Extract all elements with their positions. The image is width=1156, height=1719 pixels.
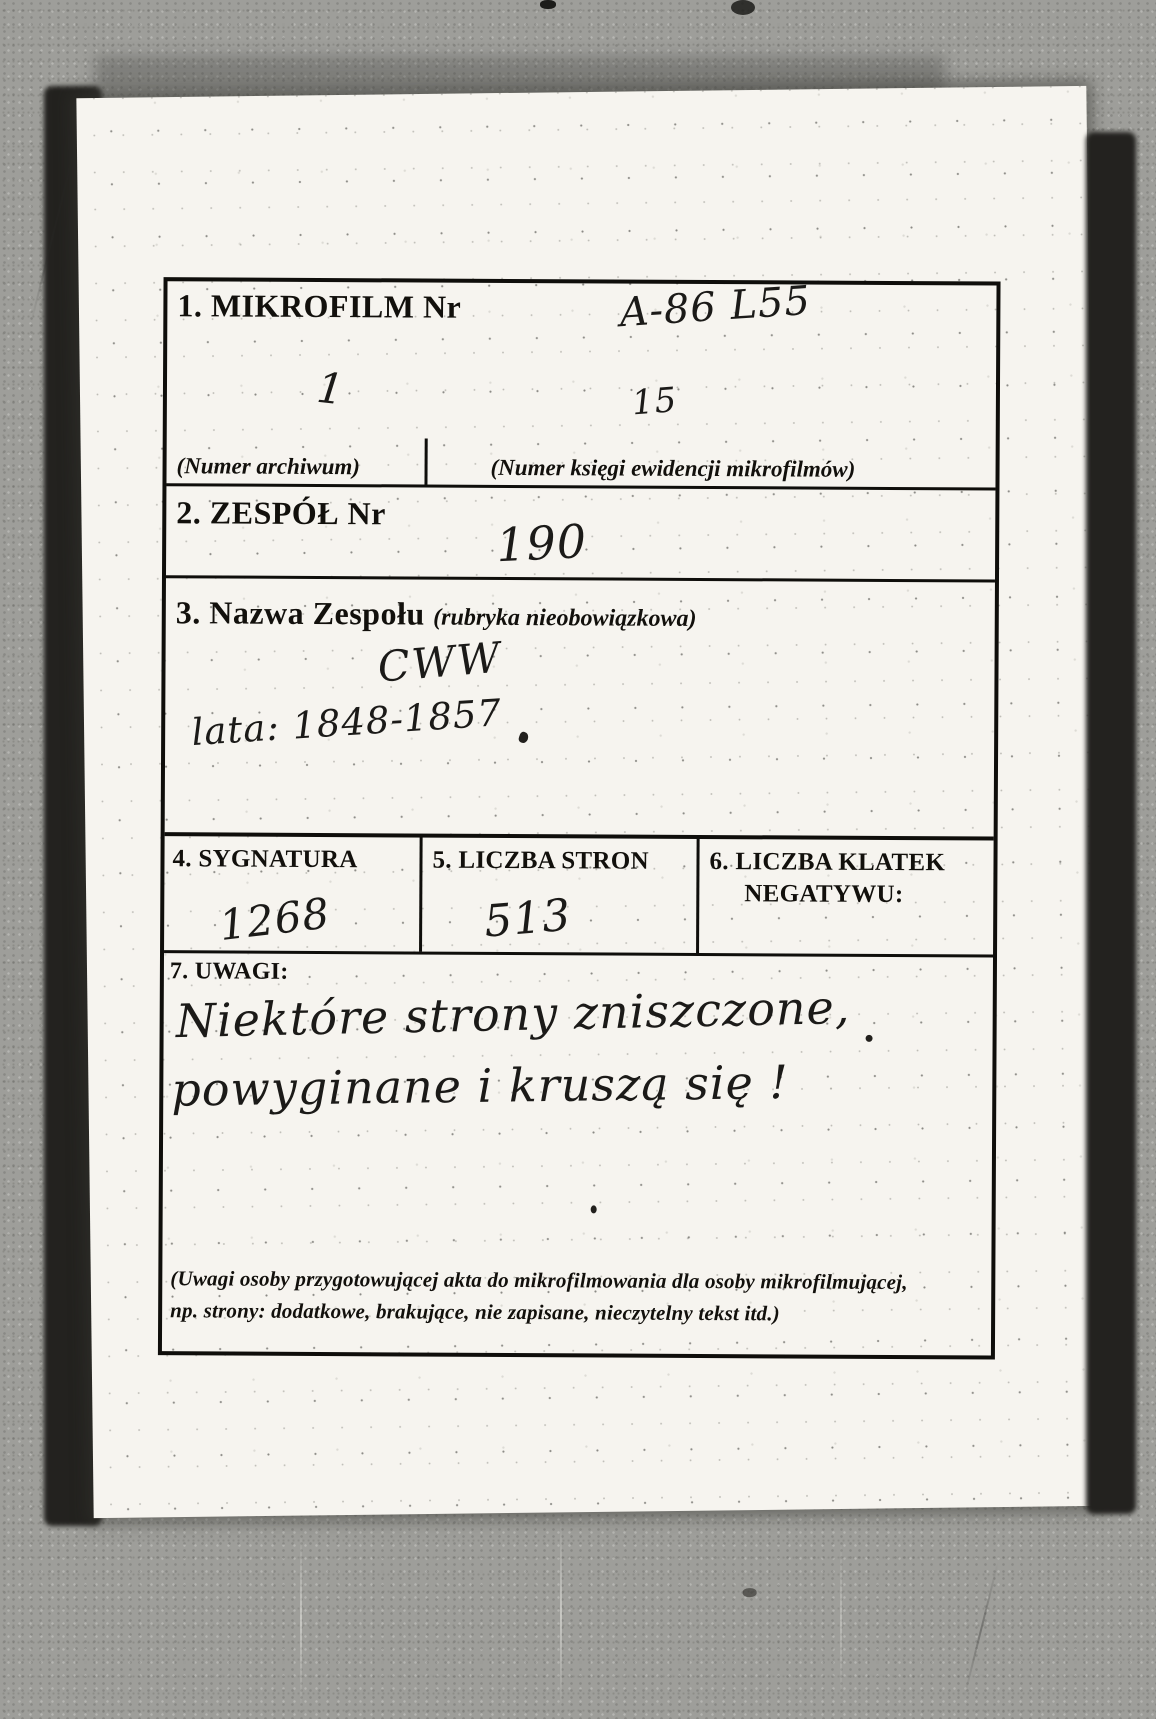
column-divider [419,838,423,952]
section3-label: 3. Nazwa Zespołu [175,594,425,632]
film-scratch [840,1540,842,1700]
column-divider [696,839,700,953]
section6-label-line2: NEGATYWU: [744,880,904,909]
ink-dot [591,1205,597,1213]
film-band-right [1086,132,1136,1514]
footnote [170,1263,908,1330]
zespol-nr-handwritten: 190 [494,514,589,573]
lata-handwritten: lata: 1848-1857 [190,691,504,755]
section1-label: 1. MIKROFILM Nr [177,287,462,325]
paper-smudge [743,1588,757,1597]
ink-dot [866,1035,873,1042]
uwagi-handwritten-line2: powyginane i kruszą się ! [171,1055,790,1117]
paper-sheet [76,86,1103,1518]
numer-ksiegi-handwritten: 15 [630,379,679,424]
numer-ksiegi-label: (Numer księgi ewidencji mikrofilmów) [490,454,856,482]
uwagi-handwritten-line1: Niektóre strony zniszczone, [175,979,851,1049]
form-table [158,277,1001,1359]
section-mikrofilm [166,277,996,490]
film-scratch [963,1562,999,1698]
mikrofilm-nr-handwritten: A-86 L55 [618,277,813,337]
section-zespol [166,486,995,582]
section2-label: 2. ZESPÓŁ Nr [176,494,386,532]
section-uwagi [162,953,993,1347]
nazwa-zespolu-handwritten: CWW [375,632,504,692]
ink-mark [518,731,530,744]
section4-label: 4. SYGNATURA [172,845,358,874]
section7-label: 7. UWAGI: [169,958,289,985]
section5-label: 5. LICZBA STRON [432,846,649,875]
film-scratch [560,1520,562,1710]
film-speck [731,0,755,15]
film-scratch [300,1530,302,1710]
section6-label-line1: 6. LICZBA KLATEK [709,848,946,877]
section-nazwa-zespolu [165,578,995,840]
section-sygnatura-strony-klatki [164,836,994,957]
footnote-line1: (Uwagi osoby przygotowującej akta do mikrofilmowania dla osoby mikrofilmującej, [170,1266,908,1295]
liczba-stron-handwritten: 513 [482,889,574,948]
section3-label-note: (rubryka nieobowiązkowa) [433,604,697,632]
numer-archiwum-label: (Numer archiwum) [176,453,361,480]
footnote-line2: np. strony: dodatkowe, brakujące, nie zapisane, nieczytelny tekst itd.) [170,1297,780,1325]
film-speck [540,0,556,9]
numer-archiwum-handwritten: 1 [314,362,348,415]
sublabel-divider [424,439,427,485]
sygnatura-handwritten: 1268 [216,888,333,951]
